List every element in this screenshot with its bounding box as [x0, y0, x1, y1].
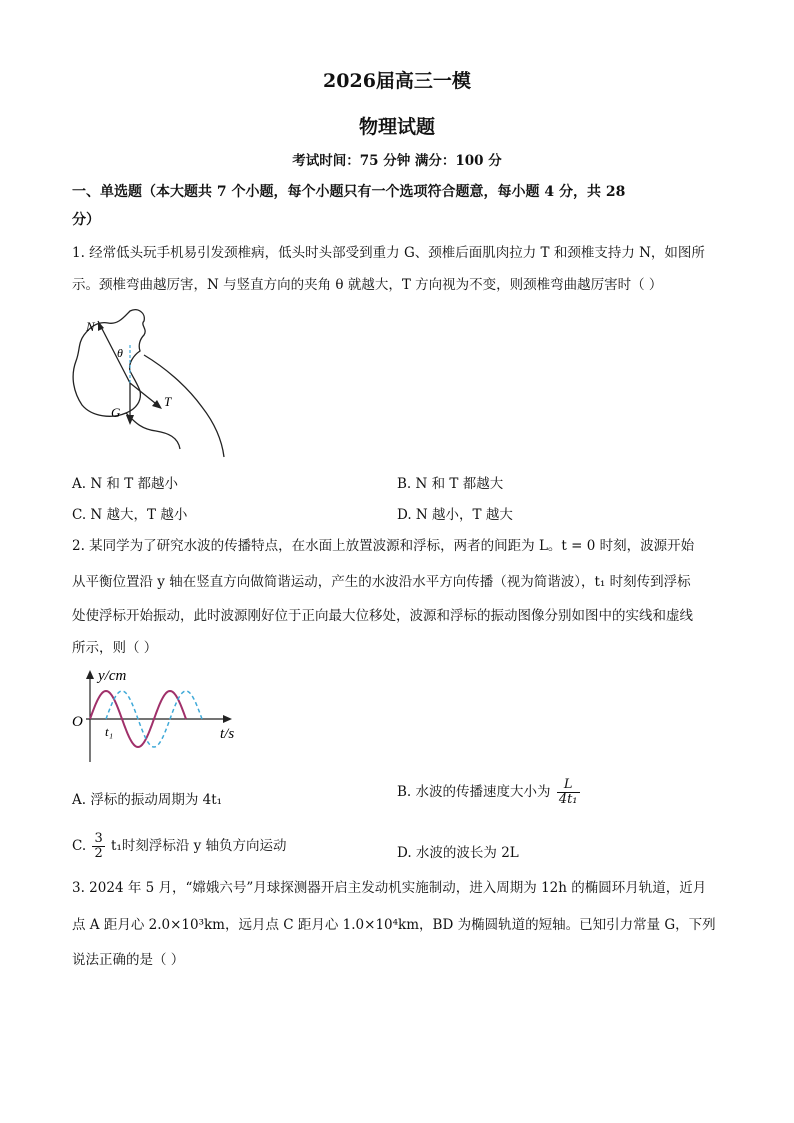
q2-option-c[interactable] — [72, 832, 287, 861]
label-theta: θ — [117, 346, 123, 360]
q2-option-b-text: B. 水波的传播速度大小为 — [397, 784, 551, 800]
exam-title: 2026届高三一模 — [323, 70, 471, 92]
n-force-arrow — [98, 321, 130, 383]
head-outline — [73, 310, 145, 417]
label-t: T — [164, 394, 172, 409]
fraction-numerator: 3 — [94, 831, 103, 846]
q2-stem-line2: 从平衡位置沿 y 轴在竖直方向做简谐运动，产生的水波沿水平方向传播（视为简谐波），t₁ 时刻传到浮标 — [72, 574, 691, 590]
q2-option-b-fraction — [557, 778, 580, 807]
q3-stem-line3: 说法正确的是（ ） — [72, 952, 185, 968]
origin-label: O — [72, 714, 83, 730]
x-axis-arrow — [223, 715, 232, 723]
t1-label: t₁ — [105, 724, 114, 739]
fraction-denominator: 2 — [94, 846, 103, 861]
q3-stem-line1: 3. 2024 年 5 月，“嫦娥六号”月球探测器开启主发动机实施制动，进入周期为 12h 的椭圆环月轨道，近月 — [72, 880, 707, 896]
shoulder-curve — [126, 413, 180, 449]
fraction-numerator: L — [557, 778, 580, 793]
q2-stem-line1: 2. 某同学为了研究水波的传播特点，在水面上放置波源和浮标，两者的间距为 L。t = 0 时刻，波源开始 — [72, 538, 695, 554]
q2-option-b[interactable] — [397, 778, 582, 807]
q1-neck-figure — [68, 305, 248, 465]
section-heading — [72, 178, 732, 234]
q2-stem-line3: 处使浮标开始振动，此时波源刚好位于正向最大位移处，波源和浮标的振动图像分别如图中的实线和虚线 — [72, 608, 693, 624]
q3-stem-line2: 点 A 距月心 2.0×10³km，远月点 C 距月心 1.0×10⁴km，BD 为椭圆轨道的短轴。已知引力常量 G，下列 — [72, 917, 716, 933]
exam-info: 考试时间：75 分钟 满分：100 分 — [292, 153, 502, 169]
q1-option-b[interactable]: B. N 和 T 都越大 — [397, 476, 504, 492]
q2-option-c-label: C. — [72, 838, 87, 854]
q1-option-a[interactable]: A. N 和 T 都越小 — [72, 476, 179, 492]
q1-option-c[interactable]: C. N 越大，T 越小 — [72, 507, 188, 523]
q1-stem-line1: 1. 经常低头玩手机易引发颈椎病，低头时头部受到重力 G、颈椎后面肌肉拉力 T 和颈椎支持力 N，如图所 — [72, 245, 705, 261]
q2-option-c-fraction — [92, 832, 104, 861]
q2-option-d[interactable]: D. 水波的波长为 2L — [397, 845, 519, 861]
section-heading-line1: 一、单选题（本大题共 7 个小题，每个小题只有一个选项符合题意，每小题 4 分，共 28 — [72, 184, 626, 200]
q1-option-d[interactable]: D. N 越小，T 越大 — [397, 507, 513, 523]
q2-stem-line4: 所示，则（ ） — [72, 640, 158, 656]
section-heading-line2: 分） — [72, 212, 100, 228]
q2-wave-graph — [68, 664, 248, 764]
label-n: N — [86, 319, 95, 334]
label-g: G — [111, 405, 121, 420]
fraction-denominator: 4t₁ — [558, 792, 578, 807]
subject-title: 物理试题 — [358, 116, 435, 138]
q2-option-a[interactable]: A. 浮标的振动周期为 4t₁ — [72, 792, 223, 808]
y-axis-arrow — [86, 670, 94, 679]
y-axis-label: y/cm — [98, 668, 127, 684]
x-axis-label: t/s — [220, 726, 235, 742]
q1-stem-line2: 示。颈椎弯曲越厉害，N 与竖直方向的夹角 θ 就越大，T 方向视为不变，则颈椎弯曲越厉害时（ ） — [72, 277, 663, 293]
q2-option-c-text: t₁时刻浮标沿 y 轴负方向运动 — [111, 838, 287, 854]
